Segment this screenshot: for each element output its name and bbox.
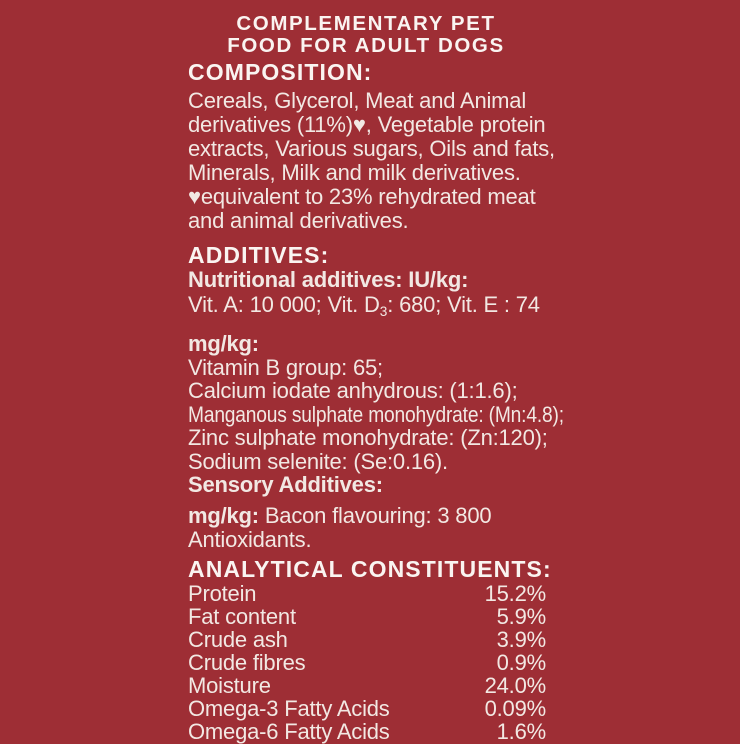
constituent-name: Crude ash: [188, 627, 288, 653]
mineral-line: Zinc sulphate monohydrate: (Zn:120);: [188, 425, 548, 451]
antioxidants-line: Antioxidants.: [188, 527, 312, 553]
constituent-value: 15.2%: [484, 581, 546, 607]
constituent-name: Fat content: [188, 604, 296, 630]
constituent-name: Omega-6 Fatty Acids: [188, 719, 390, 744]
table-row: [188, 697, 546, 720]
vitamin-d3-subscript: 3: [379, 303, 388, 319]
analytical-constituents-heading: ANALYTICAL CONSTITUENTS:: [188, 556, 552, 583]
mineral-additives-list: [188, 356, 564, 474]
composition-line: extracts, Various sugars, Oils and fats,: [188, 136, 555, 161]
table-row: [188, 605, 546, 628]
title-line-1: COMPLEMENTARY PET: [236, 12, 496, 35]
constituent-name: Omega-3 Fatty Acids: [188, 696, 390, 722]
mineral-line: Calcium iodate anhydrous: (1:1.6);: [188, 378, 518, 404]
analytical-constituents-table: [188, 582, 546, 743]
constituent-value: 24.0%: [484, 673, 546, 699]
constituent-value: 1.6%: [496, 719, 546, 744]
table-row: [188, 674, 546, 697]
constituent-name: Crude fibres: [188, 650, 306, 676]
sensory-mg-kg-label: mg/kg:: [188, 503, 259, 529]
sensory-additives-subheading: Sensory Additives:: [188, 472, 383, 498]
composition-line: Cereals, Glycerol, Meat and Animal: [188, 88, 527, 113]
vitamin-values-line: [188, 292, 564, 325]
constituent-name: Moisture: [188, 673, 271, 699]
sensory-value-text: Bacon flavouring: 3 800: [258, 503, 492, 529]
constituent-value: 5.9%: [496, 604, 546, 630]
sensory-values-line: [188, 504, 564, 528]
composition-heading: COMPOSITION:: [188, 59, 373, 85]
composition-paragraph: [188, 89, 564, 233]
title-line-2: FOOD FOR ADULT DOGS: [227, 33, 505, 57]
constituent-value: 3.9%: [496, 627, 546, 653]
mineral-line: Manganous sulphate monohydrate: (Mn:4.8);: [188, 401, 564, 427]
product-type-title: [176, 13, 556, 56]
constituent-name: Protein: [188, 581, 257, 607]
constituent-value: 0.9%: [496, 650, 546, 676]
vitamin-values-pre: Vit. A: 10 000; Vit. D: [188, 292, 380, 317]
table-row: [188, 582, 546, 605]
constituent-value: 0.09%: [484, 696, 546, 722]
composition-line: and animal derivatives.: [188, 208, 409, 233]
mineral-line: Vitamin B group: 65;: [188, 354, 383, 380]
mineral-line: Sodium selenite: (Se:0.16).: [188, 448, 448, 474]
composition-line: ♥equivalent to 23% rehydrated meat: [188, 184, 536, 209]
table-row: [188, 651, 546, 674]
nutritional-additives-subheading: Nutritional additives: IU/kg:: [188, 267, 469, 292]
additives-heading: ADDITIVES:: [188, 242, 330, 268]
table-row: [188, 628, 546, 651]
vitamin-values-post: : 680; Vit. E : 74: [387, 292, 540, 317]
mg-kg-subheading: mg/kg:: [188, 330, 259, 356]
pet-food-label: [188, 13, 564, 743]
composition-line: Minerals, Milk and milk derivatives.: [188, 160, 521, 185]
composition-line: derivatives (11%)♥, Vegetable protein: [188, 112, 546, 137]
